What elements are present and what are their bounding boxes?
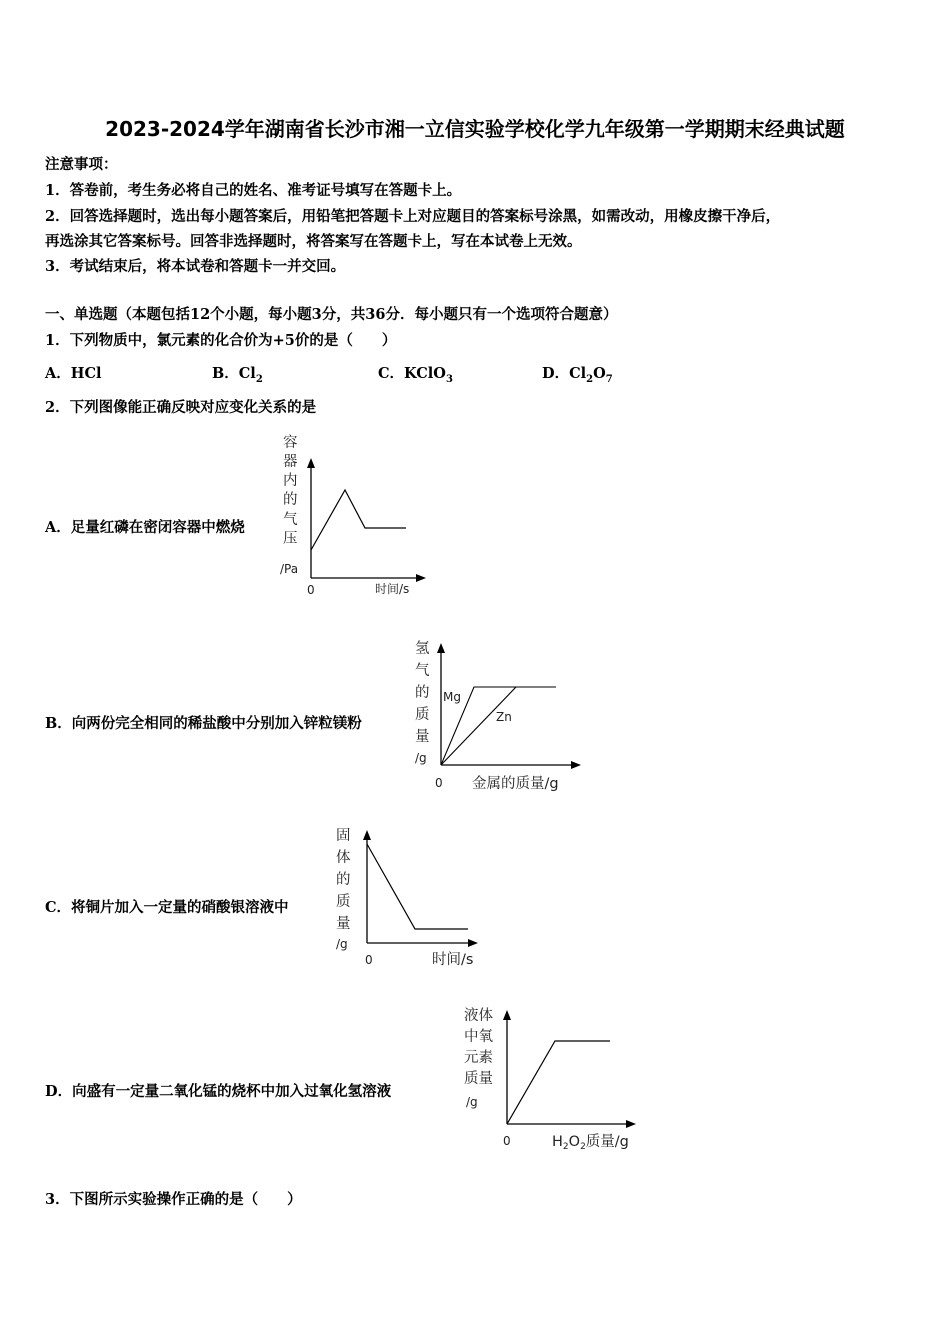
x-label: 时间/s (432, 952, 474, 968)
y-label-char: 液体 (464, 1008, 493, 1024)
q1-option-b: B．$Cl_2$ (212, 365, 263, 385)
y-label-char: 体 (336, 850, 351, 866)
q2-option-d-graph (460, 1000, 645, 1155)
q1-option-d: D．$Cl_2O_7$ (542, 365, 613, 385)
q2-option-c-graph (330, 822, 490, 972)
y-label-char: 固 (336, 828, 351, 844)
y-axis-arrow (503, 1010, 511, 1020)
y-label-char: 内 (283, 473, 298, 489)
origin-label: 0 (307, 583, 315, 597)
q2-option-b-graph (410, 635, 590, 800)
question-3-stem: 3．下图所示实验操作正确的是（ ） (45, 1191, 302, 1208)
y-label-char: 的 (336, 872, 351, 888)
y-label-char: 器 (283, 454, 298, 470)
question-2-stem: 2．下列图像能正确反映对应变化关系的是 (45, 399, 317, 416)
y-label-char: 容 (283, 435, 298, 451)
notice-item: 2．回答选择题时，选出每小题答案后，用铅笔把答题卡上对应题目的答案标号涂黑，如需改动，用橡皮擦干净后， (45, 208, 781, 225)
notice-item: 1．答卷前，考生务必将自己的姓名、准考证号填写在答题卡上。 (45, 182, 462, 199)
y-label-char: 的 (415, 685, 430, 701)
notice-item: 3．考试结束后，将本试卷和答题卡一并交回。 (45, 258, 346, 275)
y-label-char: 量 (336, 916, 351, 932)
q2-option-a-graph (270, 430, 430, 605)
y-label-char: 中氧 (464, 1029, 493, 1045)
question-1-stem: 1．下列物质中，氯元素的化合价为+5价的是（ ） (45, 332, 397, 349)
y-axis-arrow (307, 458, 315, 468)
series-label-mg: Mg (443, 690, 461, 704)
q2-option-a-label: A．足量红磷在密闭容器中燃烧 (45, 519, 245, 536)
solid-mass-curve (367, 844, 468, 929)
x-axis-arrow (571, 761, 581, 769)
y-label-char: 氢 (415, 641, 430, 657)
y-label-char: 气 (283, 512, 298, 528)
x-label: 金属的质量/g (472, 776, 559, 792)
notice-item: 再选涂其它答案标号。回答非选择题时，将答案写在答题卡上，写在本试卷上无效。 (45, 233, 582, 250)
y-axis-arrow (437, 643, 445, 653)
notice-heading: 注意事项： (45, 156, 118, 173)
y-unit: /g (415, 751, 427, 765)
q2-option-b-label: B．向两份完全相同的稀盐酸中分别加入锌粒镁粉 (45, 715, 362, 732)
y-label-char: 气 (415, 663, 430, 679)
y-axis-arrow (363, 830, 371, 840)
section-heading: 一、单选题（本题包括12个小题，每小题3分，共36分．每小题只有一个选项符合题意） (45, 306, 618, 323)
x-label: 时间/s (375, 582, 410, 596)
x-axis-arrow (416, 574, 426, 582)
y-unit: /g (336, 937, 348, 951)
y-label-char: 的 (283, 492, 298, 508)
y-unit: /Pa (280, 562, 299, 576)
y-label-char: 质 (415, 707, 430, 723)
x-axis-arrow (468, 939, 478, 947)
y-unit: /g (466, 1095, 478, 1109)
q2-option-d-label: D．向盛有一定量二氧化锰的烧杯中加入过氧化氢溶液 (45, 1083, 392, 1100)
origin-label: 0 (435, 776, 443, 790)
q2-option-c-label: C．将铜片加入一定量的硝酸银溶液中 (45, 899, 289, 916)
series-label-zn: Zn (496, 710, 512, 724)
origin-label: 0 (503, 1134, 511, 1148)
y-label-char: 压 (283, 531, 298, 547)
y-label-char: 量 (415, 729, 430, 745)
y-label-char: 质量 (464, 1071, 493, 1087)
oxygen-mass-curve (507, 1041, 610, 1124)
y-label-char: 元素 (464, 1050, 493, 1066)
q1-option-c: C．KClO$_3$ (378, 365, 453, 385)
page-title: 2023-2024学年湖南省长沙市湘一立信实验学校化学九年级第一学期期末经典试题 (105, 117, 845, 141)
q1-option-a: A．HCl (45, 365, 102, 382)
pressure-curve (311, 490, 406, 550)
x-axis-arrow (626, 1120, 636, 1128)
y-label-char: 质 (336, 894, 351, 910)
origin-label: 0 (365, 953, 373, 967)
x-label: $H_2O_2$质量/g (552, 1134, 629, 1152)
